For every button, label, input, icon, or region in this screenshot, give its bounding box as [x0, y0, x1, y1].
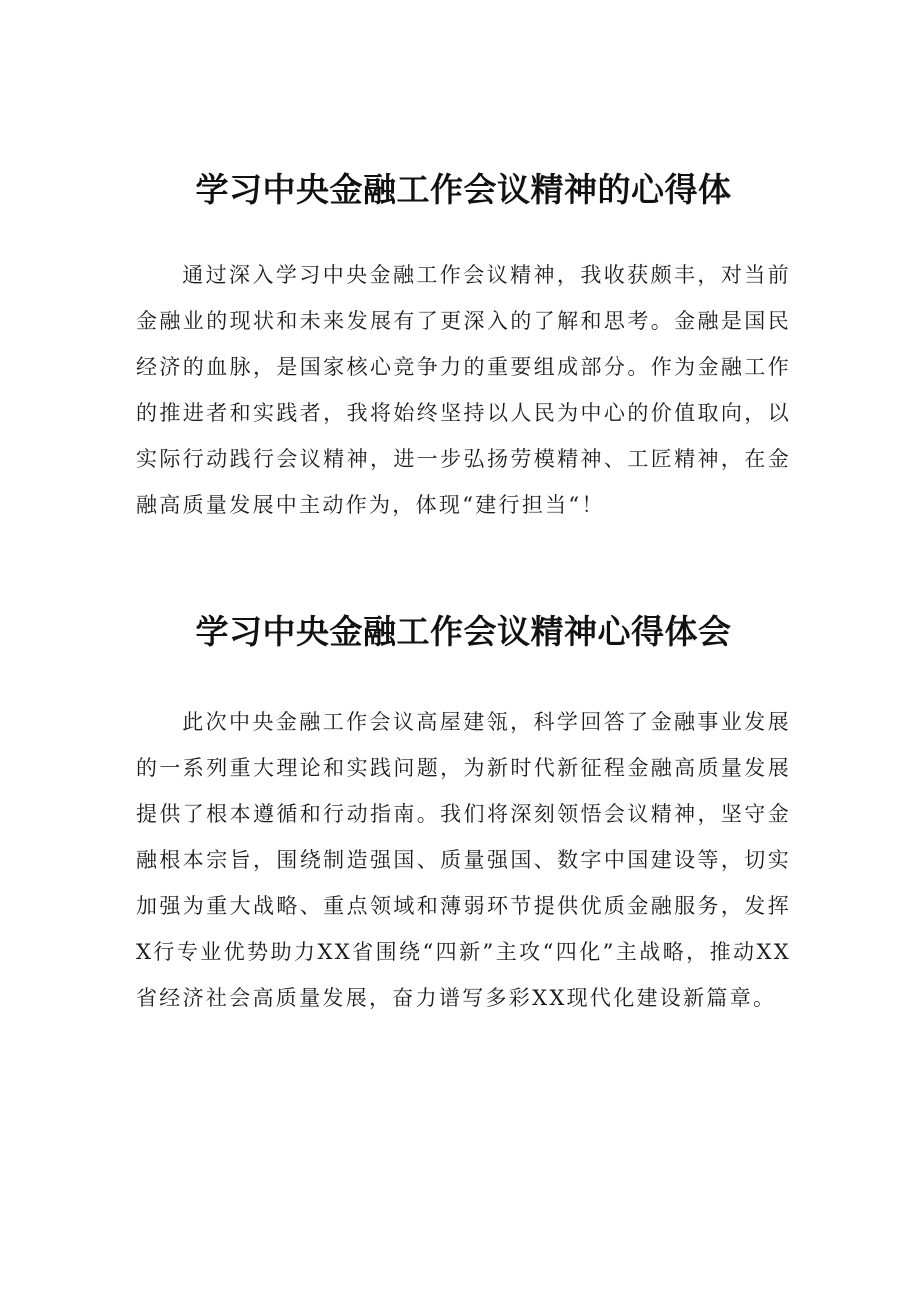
article-body-2: 此次中央金融工作会议高屋建瓴，科学回答了金融事业发展的一系列重大理论和实践问题，为新时代新征程金融高质量发展提供了根本遵循和行动指南。我们将深刻领悟会议精神，坚守金融根本宗旨，围绕制造强国、质量强国、数字中国建设等，切实加强为重大战略、重点领域和薄弱环节提供优质金融服务，发挥X行专业优势助力XX省围绕“四新”主攻“四化”主战略，推动XX省经济社会高质量发展，奋力谱写多彩XX现代化建设新篇章。	[136, 710, 791, 1010]
article-title-2: 学习中央金融工作会议精神心得体会	[195, 612, 732, 651]
article-body-1: 通过深入学习中央金融工作会议精神，我收获颇丰，对当前金融业的现状和未来发展有了更深入的了解和思考。金融是国民经济的血脉，是国家核心竞争力的重要组成部分。作为金融工作的推进者和实践者，我将始终坚持以人民为中心的价值取向，以实际行动践行会议精神，进一步弘扬劳模精神、工匠精神，在金融高质量发展中主动作为，体现“建行担当“！	[136, 263, 791, 517]
article-title-1: 学习中央金融工作会议精神的心得体	[195, 170, 732, 209]
article-section-2	[136, 610, 791, 1021]
article-section-1	[136, 168, 791, 528]
